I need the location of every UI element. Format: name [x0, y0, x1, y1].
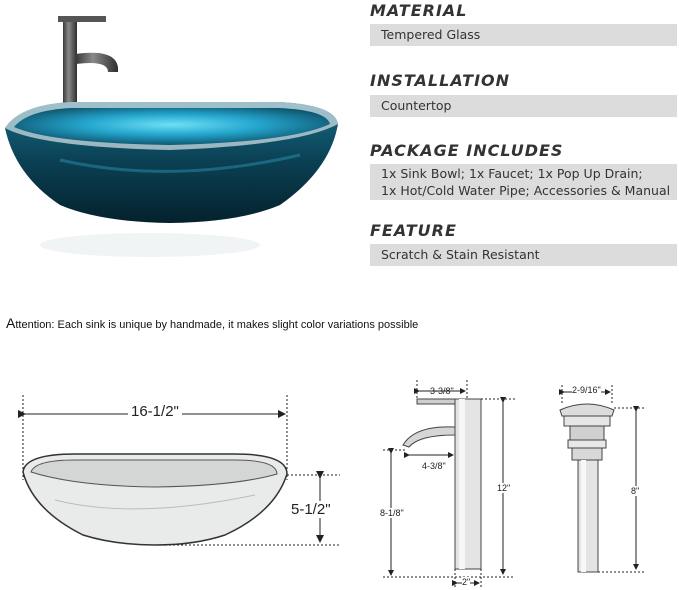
faucet-base-label: 2" — [462, 577, 471, 587]
attention-first-letter: A — [6, 315, 16, 331]
feature-heading: FEATURE — [370, 221, 457, 240]
installation-value: Countertop — [370, 95, 677, 117]
package-includes-value — [370, 164, 677, 200]
faucet-spout-label: 4-3/8" — [422, 461, 446, 471]
faucet-total-label: 12" — [497, 483, 511, 493]
installation-heading: INSTALLATION — [370, 71, 511, 90]
feature-value: Scratch & Stain Resistant — [370, 244, 677, 266]
sink-height-label: 5-1/2" — [291, 501, 331, 518]
package-line-2: 1x Hot/Cold Water Pipe; Accessories & Manual — [381, 183, 671, 198]
material-heading: MATERIAL — [370, 1, 468, 20]
drain-height-label: 8" — [631, 486, 640, 496]
attention-note — [6, 315, 418, 331]
sink-width-label: 16-1/2" — [128, 403, 182, 420]
attention-text: ttention: Each sink is unique by handmade, it makes slight color variations possible — [15, 319, 419, 331]
faucet-top-label: 3-3/8" — [430, 386, 454, 396]
faucet-spout-height-label: 8-1/8" — [380, 508, 404, 518]
material-value: Tempered Glass — [370, 24, 677, 46]
sink-dimension-drawing — [15, 390, 360, 560]
sink-product-photo — [0, 10, 345, 275]
drain-top-label: 2-9/16" — [572, 385, 601, 395]
package-line-1: 1x Sink Bowl; 1x Faucet; 1x Pop Up Drain; — [381, 166, 643, 181]
package-includes-heading: PACKAGE INCLUDES — [370, 141, 564, 160]
drain-dimension-drawing — [550, 380, 660, 580]
